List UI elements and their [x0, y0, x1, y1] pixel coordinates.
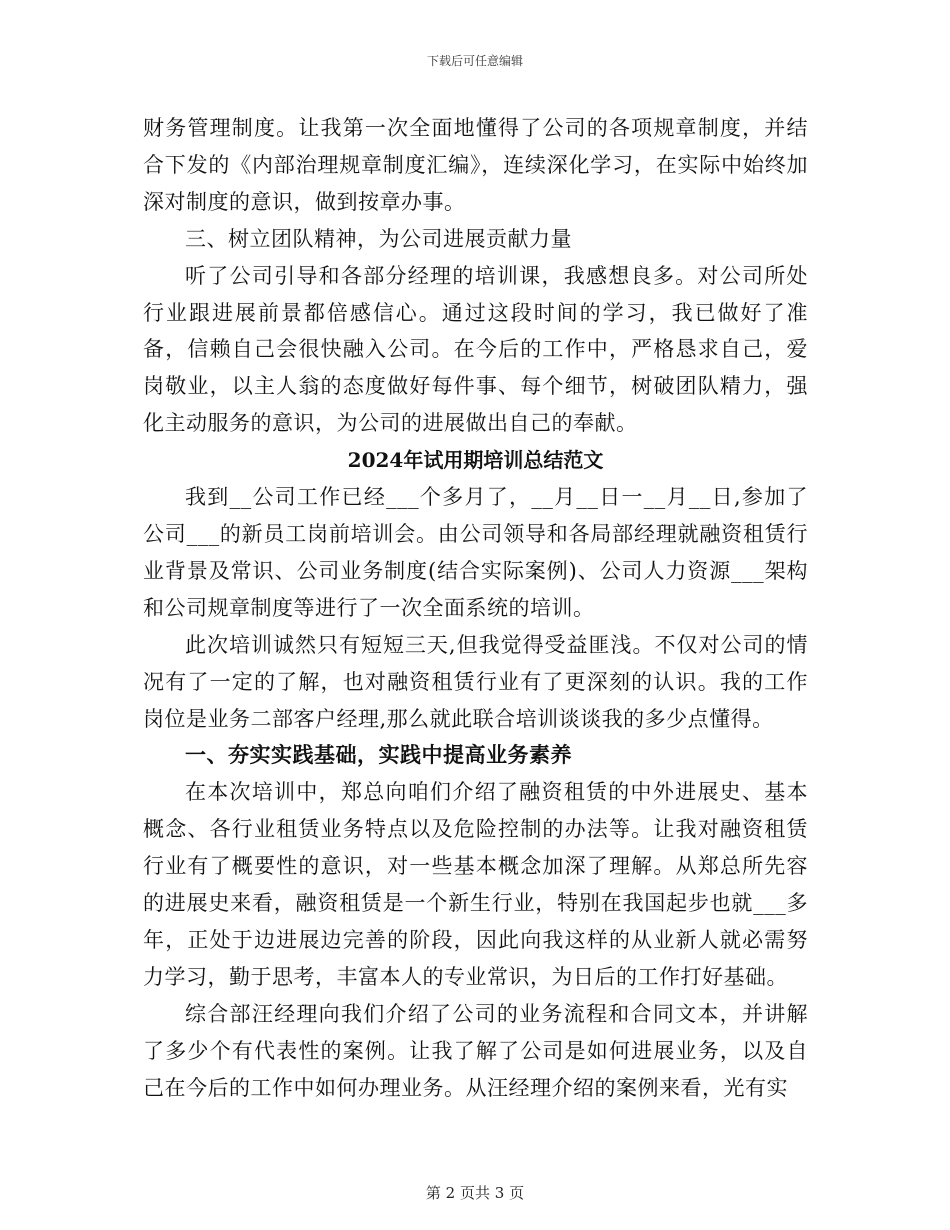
paragraph-leasing-history: 在本次培训中，郑总向咱们介绍了融资租赁的中外进展史、基本概念、各行业租赁业务特点以及危险控制的办法等。让我对融资租赁行业有了概要性的意识，对一些基本概念加深了理解。从郑总所先容的进展史来看，融资租赁是一个新生行业，特别在我国起步也就___多年，正处于边进展边完善的阶段，因此向我这样的从业新人就必需努力学习，勤于思考，丰富本人的专业常识，为日后的工作打好基础。 — [143, 780, 808, 989]
paragraph-benefits: 此次培训诚然只有短短三天,但我觉得受益匪浅。不仅对公司的情况有了一定的了解，也对融资租赁行业有了更深刻的认识。我的工作岗位是业务二部客户经理,那么就此联合培训谈谈我的多少点懂得。 — [143, 632, 808, 731]
paragraph-intro: 我到__公司工作已经___个多月了，__月__日一__月__日,参加了公司___的新员工岗前培训会。由公司领导和各局部经理就融资租赁行业背景及常识、公司业务制度(结合实际案例)、公司人力资源___架构和公司规章制度等进行了一次全面系统的培训。 — [143, 485, 808, 620]
section-heading-teamwork: 三、树立团队精神，为公司进展贡献力量 — [185, 226, 572, 251]
section-heading-practice: 一、夯实实践基础，实践中提高业务素养 — [185, 742, 572, 768]
page-footer: 第 2 页共 3 页 — [425, 1184, 525, 1202]
page-header: 下载后可任意编辑 — [426, 54, 523, 68]
paragraph-rules-continuation: 财务管理制度。让我第一次全面地懂得了公司的各项规章制度，并结合下发的《内部治理规章制度汇编》，连续深化学习，在实际中始终加深对制度的意识，做到按章办事。 — [143, 116, 808, 214]
paragraph-business-process: 综合部汪经理向我们介绍了公司的业务流程和合同文本，并讲解了多少个有代表性的案例。让我了解了公司是如何进展业务，以及自己在今后的工作中如何办理业务。从汪经理介绍的案例来看，光有实 — [143, 1001, 808, 1100]
document-title: 2024年试用期培训总结范文 — [347, 448, 604, 473]
document-body — [143, 110, 808, 1106]
paragraph-training-feelings: 听了公司引导和各部分经理的培训课，我感想良多。对公司所处行业跟进展前景都倍感信心。通过这段时间的学习，我已做好了准备，信赖自己会很快融入公司。在今后的工作中，严格恳求自己，爱岗敬业，以主人翁的态度做好每件事、每个细节，树破团队精力，强化主动服务的意识，为公司的进展做出自己的奉献。 — [143, 263, 808, 436]
